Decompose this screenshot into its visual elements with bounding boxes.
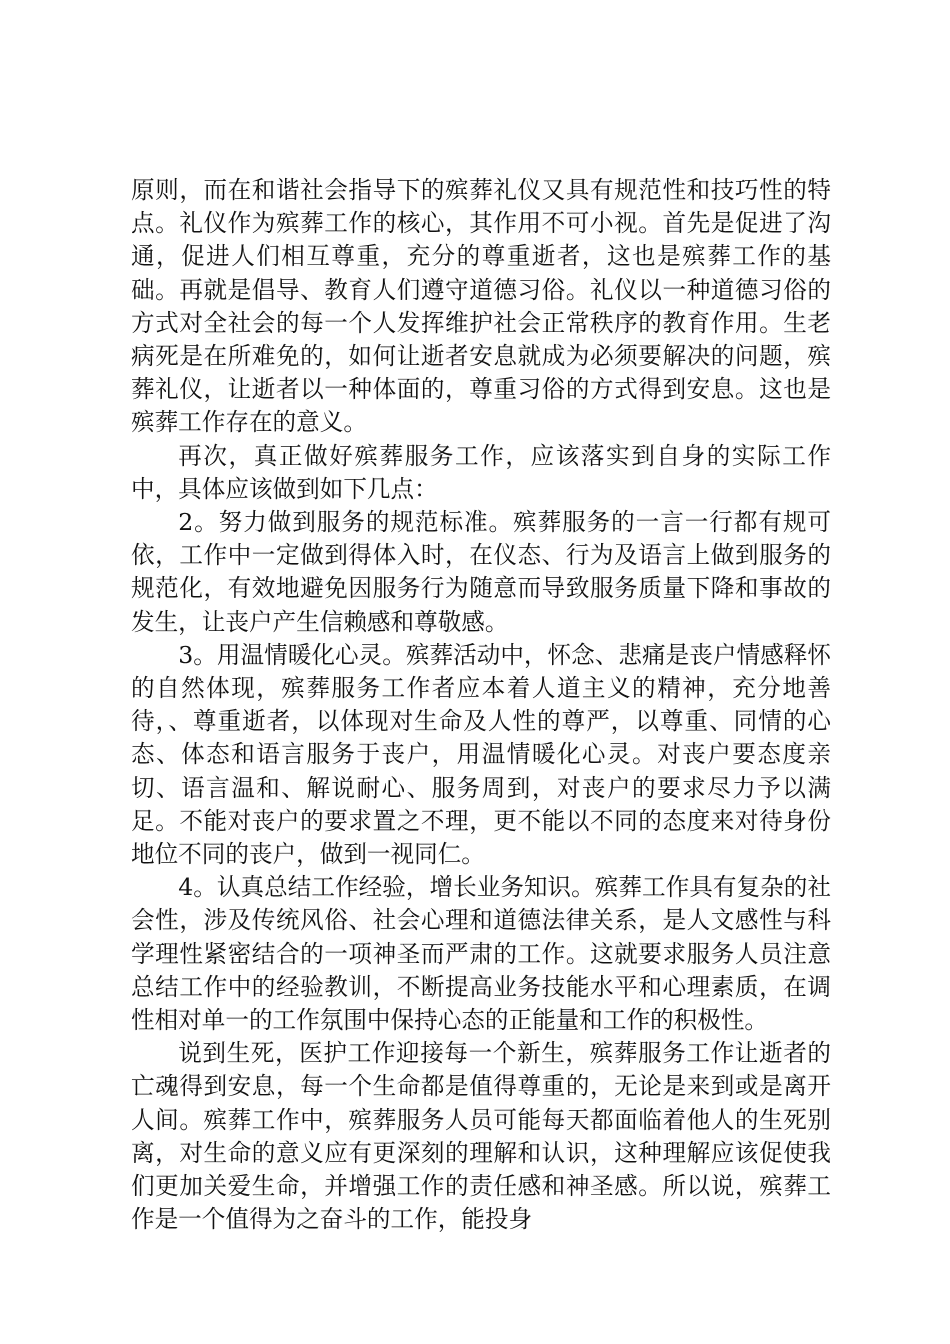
paragraph-3: 2。努力做到服务的规范标准。殡葬服务的一言一行都有规可依，工作中一定做到得体入时，在仪态、行为及语言上做到服务的规范化，有效地避免因服务行为随意而导致服务质量下降和事故的发生，让丧户产生信赖感和尊敬感。 xyxy=(131,508,831,636)
paragraph-2: 再次，真正做好殡葬服务工作，应该落实到自身的实际工作中，具体应该做到如下几点： xyxy=(131,441,831,503)
document-body xyxy=(131,174,831,1237)
paragraph-6: 说到生死，医护工作迎接每一个新生，殡葬服务工作让逝者的亡魂得到安息，每一个生命都是值得尊重的，无论是来到或是离开人间。殡葬工作中，殡葬服务人员可能每天都面临着他人的生死别离，对生命的意义应有更深刻的理解和认识，这种理解应该促使我们更加关爱生命，并增强工作的责任感和神圣感。所以说，殡葬工作是一个值得为之奋斗的工作，能投身 xyxy=(131,1039,831,1234)
paragraph-1: 原则，而在和谐社会指导下的殡葬礼仪又具有规范性和技巧性的特点。礼仪作为殡葬工作的核心，其作用不可小视。首先是促进了沟通，促进人们相互尊重，充分的尊重逝者，这也是殡葬工作的基础。再就是倡导、教育人们遵守道德习俗。礼仪以一种道德习俗的方式对全社会的每一个人发挥维护社会正常秩序的教育作用。生老病死是在所难免的，如何让逝者安息就成为必须要解决的问题，殡葬礼仪，让逝者以一种体面的，尊重习俗的方式得到安息。这也是殡葬工作存在的意义。 xyxy=(131,176,831,437)
paragraph-5: 4。认真总结工作经验，增长业务知识。殡葬工作具有复杂的社会性，涉及传统风俗、社会心理和道德法律关系，是人文感性与科学理性紧密结合的一项神圣而严肃的工作。这就要求服务人员注意总结工作中的经验教训，不断提高业务技能水平和心理素质，在调性相对单一的工作氛围中保持心态的正能量和工作的积极性。 xyxy=(131,873,831,1035)
paragraph-4: 3。用温情暖化心灵。殡葬活动中，怀念、悲痛是丧户情感释怀的自然体现，殡葬服务工作者应本着人道主义的精神，充分地善待，、尊重逝者，以体现对生命及人性的尊严，以尊重、同情的心态、体态和语言服务于丧户，用温情暖化心灵。对丧户要态度亲切、语言温和、解说耐心、服务周到，对丧户的要求尽力予以满足。不能对丧户的要求置之不理，更不能以不同的态度来对待身份地位不同的丧户，做到一视同仁。 xyxy=(131,640,831,869)
